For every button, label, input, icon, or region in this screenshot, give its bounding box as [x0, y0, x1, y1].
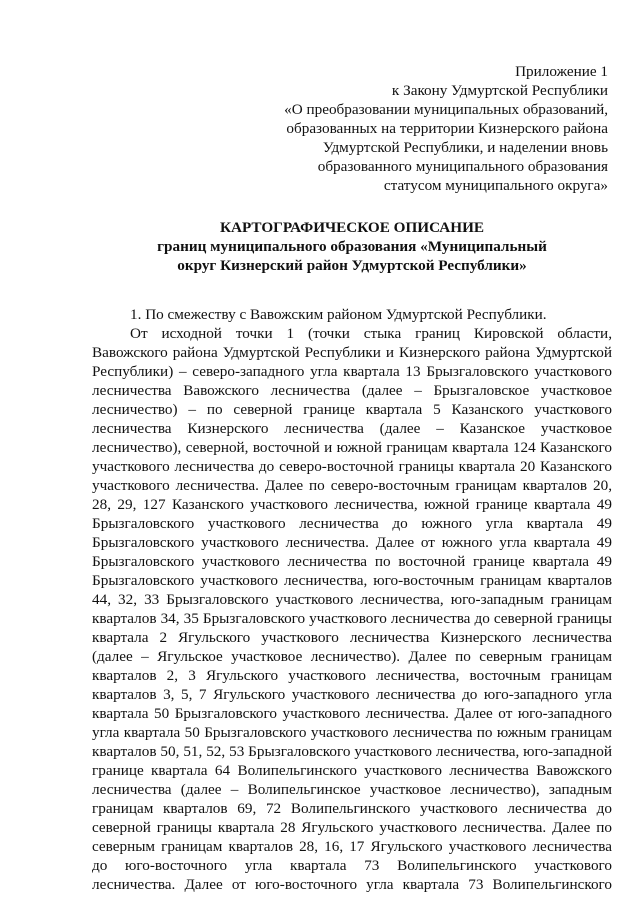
body-line: квартала 2 Ягульского участкового лесничества Кизнерского лесничества	[92, 629, 612, 646]
section-heading: 1. По смежеству с Вавожским районом Удмуртской Республики.	[130, 306, 547, 323]
body-line: кварталов 3, 5, 7 Ягульского участкового лесничества до юго-западного угла	[92, 686, 612, 703]
body-line: Брызгаловского участкового лесничества по восточной границе квартала 49	[92, 553, 612, 570]
body-line: участкового лесничества. Далее по северо-восточным границам кварталов 20,	[92, 477, 612, 494]
document-body	[92, 305, 612, 894]
body-line: лесничества. Далее от юго-восточного угла квартала 73 Волипельгинского	[92, 876, 612, 893]
body-line: (далее – Ягульское участковое лесничество). Далее по северным границам	[92, 648, 612, 665]
body-line: границе квартала 64 Волипельгинского участкового лесничества Вавожского	[92, 762, 612, 779]
body-line: 28, 29, 127 Казанского участкового лесничества, южной границе квартала 49	[92, 496, 612, 513]
body-line: границам кварталов 69, 72 Волипельгинского участкового лесничества до	[92, 800, 612, 817]
appendix-line: к Закону Удмуртской Республики	[391, 82, 608, 99]
title-subline: округ Кизнерский район Удмуртской Республики»	[177, 257, 527, 274]
body-line: лесничество), северной, восточной и южной границам квартала 124 Казанского	[92, 439, 612, 456]
body-line: северной границы квартала 28 Ягульского участкового лесничества. Далее по	[92, 819, 612, 836]
body-line: лесничества Вавожского лесничества (далее – Брызгаловское участковое	[92, 382, 612, 399]
body-line: лесничество) – по северной границе квартала 5 Казанского участкового	[92, 401, 612, 418]
appendix-line: «О преобразовании муниципальных образований,	[284, 101, 608, 118]
body-line: Брызгаловского участкового лесничества, юго-восточным границам кварталов	[92, 572, 612, 589]
body-line: квартала 50 Брызгаловского участкового лесничества. Далее от юго-западного	[92, 705, 612, 722]
body-line: Брызгаловского участкового лесничества. Далее от южного угла квартала 49	[92, 534, 612, 551]
body-line: От исходной точки 1 (точки стыка границ Кировской области,	[130, 325, 612, 342]
document-title	[92, 218, 612, 275]
body-line: кварталов 2, 3 Ягульского участкового лесничества, восточным границам	[92, 667, 612, 684]
title-subline: границ муниципального образования «Муниципальный	[157, 238, 547, 255]
appendix-line: Приложение 1	[515, 63, 608, 80]
body-line: 44, 32, 33 Брызгаловского участкового лесничества, юго-западным границам	[92, 591, 612, 608]
body-line: лесничества Кизнерского лесничества (далее – Казанское участковое	[92, 420, 612, 437]
body-line: угла квартала 50 Брызгаловского участкового лесничества по южным границам	[92, 724, 612, 741]
appendix-header	[208, 62, 608, 195]
appendix-line: образованных на территории Кизнерского района	[286, 120, 608, 137]
body-line: Республики) – северо-западного угла квартала 13 Брызгаловского участкового	[92, 363, 612, 380]
body-line: лесничества (далее – Волипельгинское участковое лесничество), западным	[92, 781, 612, 798]
body-line: кварталов 34, 35 Брызгаловского участкового лесничества до северной границы	[92, 610, 612, 627]
body-line: северным границам кварталов 28, 16, 17 Ягульского участкового лесничества	[92, 838, 612, 855]
body-line: до юго-восточного угла квартала 73 Волипельгинского участкового	[92, 857, 612, 874]
appendix-line: статусом муниципального округа»	[383, 177, 608, 194]
appendix-line: образованного муниципального образования	[317, 158, 608, 175]
body-line: участкового лесничества до северо-восточной границы квартала 20 Казанского	[92, 458, 612, 475]
body-line: Вавожского района Удмуртской Республики и Кизнерского района Удмуртской	[92, 344, 612, 361]
body-line: Брызгаловского участкового лесничества до южного угла квартала 49	[92, 515, 612, 532]
title-heading: КАРТОГРАФИЧЕСКОЕ ОПИСАНИЕ	[219, 219, 485, 236]
appendix-line: Удмуртской Республики, и наделении вновь	[322, 139, 608, 156]
body-line: кварталов 50, 51, 52, 53 Брызгаловского участкового лесничества, юго-западной	[92, 743, 612, 760]
